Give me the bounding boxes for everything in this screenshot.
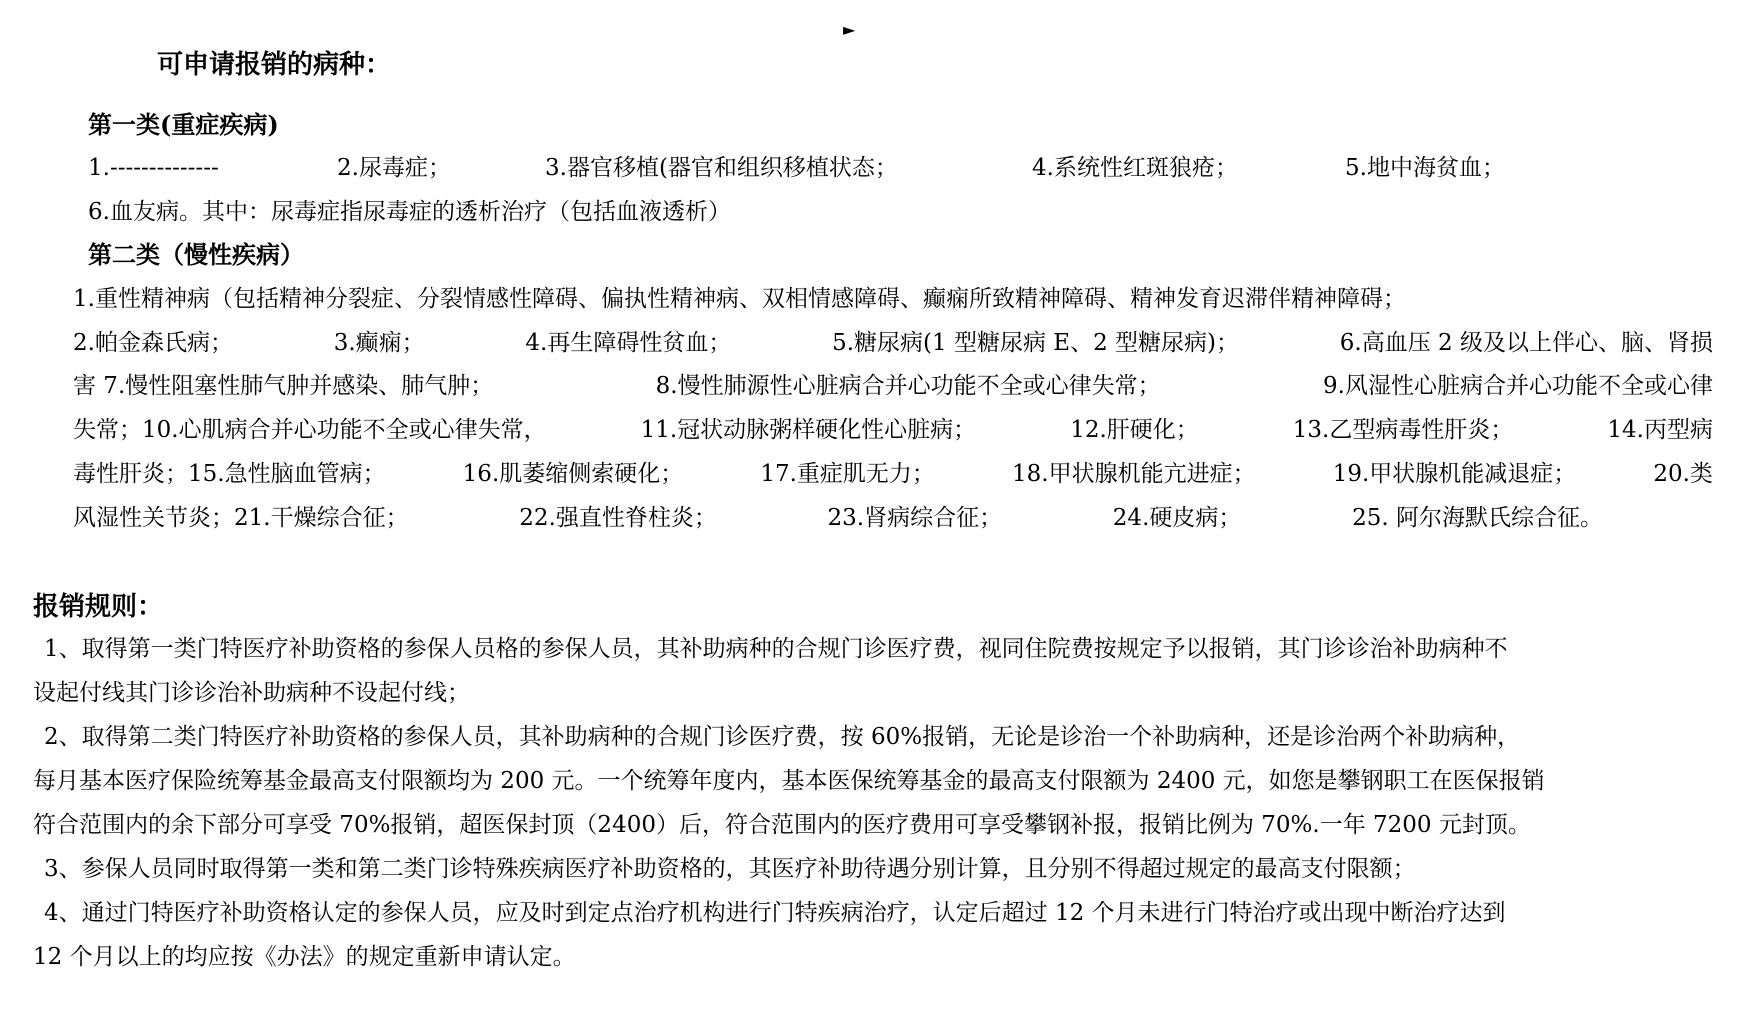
category1-item: 5.地中海贫血；: [1345, 155, 1505, 181]
rule-line-text: 2、取得第二类门特医疗补助资格的参保人员，其补助病种的合规门诊医疗费，按 60%报销，无论是诊治一个补助病种，还是诊治两个补助病种，: [44, 724, 1521, 750]
disease-item: 2.帕金森氏病；: [73, 330, 233, 356]
disease-item: 14.丙型病: [1607, 417, 1713, 443]
diseases-title: 可申请报销的病种：: [157, 50, 392, 80]
category1-note: 6.血友病。其中：尿毒症指尿毒症的透析治疗（包括血液透析）: [88, 199, 731, 225]
disease-item: 害 7.慢性阻塞性肺气肿并感染、肺气肿；: [73, 373, 494, 399]
bullet-marker-icon: ►: [843, 20, 856, 39]
category2-line: [73, 284, 1603, 314]
disease-item: 失常；10.心肌病合并心功能不全或心律失常，: [73, 417, 547, 443]
disease-item: 13.乙型病毒性肝炎；: [1292, 417, 1514, 443]
category2-heading: 第二类（慢性疾病）: [88, 240, 304, 269]
rule-line-text: 3、参保人员同时取得第一类和第二类门诊特殊疾病医疗补助资格的，其医疗补助待遇分别计算，且分别不得超过规定的最高支付限额；: [44, 856, 1416, 882]
category1-item: 3.器官移植(器官和组织移植状态；: [545, 155, 898, 181]
category1-item: 4.系统性红斑狼疮；: [1032, 155, 1238, 181]
rule-line: [44, 854, 1644, 884]
category1-heading: 第一类(重症疾病): [88, 110, 279, 139]
disease-item: 4.再生障碍性贫血；: [525, 330, 732, 356]
disease-item: 18.甲状腺机能亢进症；: [1012, 461, 1256, 487]
disease-item: 19.甲状腺机能减退症；: [1332, 461, 1577, 487]
rule-line-text: 1、取得第一类门特医疗补助资格的参保人员格的参保人员，其补助病种的合规门诊医疗费，视同住院费按规定予以报销，其门诊诊治补助病种不: [44, 636, 1508, 662]
disease-item: 17.重症肌无力；: [760, 461, 935, 487]
category2-row: [73, 415, 1713, 445]
disease-item: 3.癫痫；: [333, 330, 425, 356]
rule-line: [44, 898, 1713, 928]
disease-item: 20.类: [1653, 461, 1713, 487]
rule-line: [33, 942, 576, 972]
disease-item: 22.强直性脊柱炎；: [519, 505, 717, 531]
rule-line: [33, 766, 1713, 796]
disease-item: 风湿性关节炎；21.干燥综合征；: [73, 505, 409, 531]
disease-item: 25. 阿尔海默氏综合征。: [1352, 505, 1603, 531]
rule-line-text: 设起付线其门诊诊治补助病种不设起付线；: [33, 680, 470, 706]
rule-line-text: 每月基本医疗保险统筹基金最高支付限额均为 200 元。一个统筹年度内，基本医保统筹基金的最高支付限额为 2400 元，如您是攀钢职工在医保报销: [33, 768, 1545, 794]
disease-item: 9.风湿性心脏病合并心功能不全或心律: [1323, 373, 1713, 399]
category2-row: [73, 459, 1713, 489]
category2-row: [73, 371, 1713, 401]
disease-item: 11.冠状动脉粥样硬化性心脏病；: [640, 417, 977, 443]
disease-item: 5.糖尿病(1 型糖尿病 E、2 型糖尿病)；: [832, 330, 1239, 356]
rules-title: 报销规则：: [33, 592, 164, 622]
rule-line-text: 12 个月以上的均应按《办法》的规定重新申请认定。: [33, 944, 576, 970]
disease-item: 12.肝硬化；: [1070, 417, 1199, 443]
category2-row: [73, 503, 1603, 533]
rule-line-text: 4、通过门特医疗补助资格认定的参保人员，应及时到定点治疗机构进行门特疾病治疗，认定后超过 12 个月未进行门特治疗或出现中断治疗达到: [44, 900, 1506, 926]
rule-line: [44, 634, 1713, 664]
disease-item: 6.高血压 2 级及以上伴心、脑、肾损: [1339, 330, 1713, 356]
category1-item: 1.--------------: [88, 155, 219, 181]
disease-item: 8.慢性肺源性心脏病合并心功能不全或心律失常；: [655, 373, 1161, 399]
rule-line: [33, 810, 1673, 840]
disease-item: 23.肾病综合征；: [827, 505, 1003, 531]
category2-line-text: 1.重性精神病（包括精神分裂症、分裂情感性障碍、偏执性精神病、双相情感障碍、癫痫所致精神障碍、精神发育迟滞伴精神障碍；: [73, 286, 1406, 312]
rule-line: [33, 678, 470, 708]
disease-item: 16.肌萎缩侧索硬化；: [462, 461, 684, 487]
disease-item: 24.硬皮病；: [1112, 505, 1242, 531]
rule-line-text: 符合范围内的余下部分可享受 70%报销，超医保封顶（2400）后，符合范围内的医疗费用可享受攀钢补报，报销比例为 70%.一年 7200 元封顶。: [33, 812, 1531, 838]
disease-item: 毒性肝炎；15.急性脑血管病；: [73, 461, 386, 487]
category1-item: 2.尿毒症；: [337, 155, 451, 181]
rule-line: [44, 722, 1713, 752]
category2-row: [73, 328, 1713, 358]
